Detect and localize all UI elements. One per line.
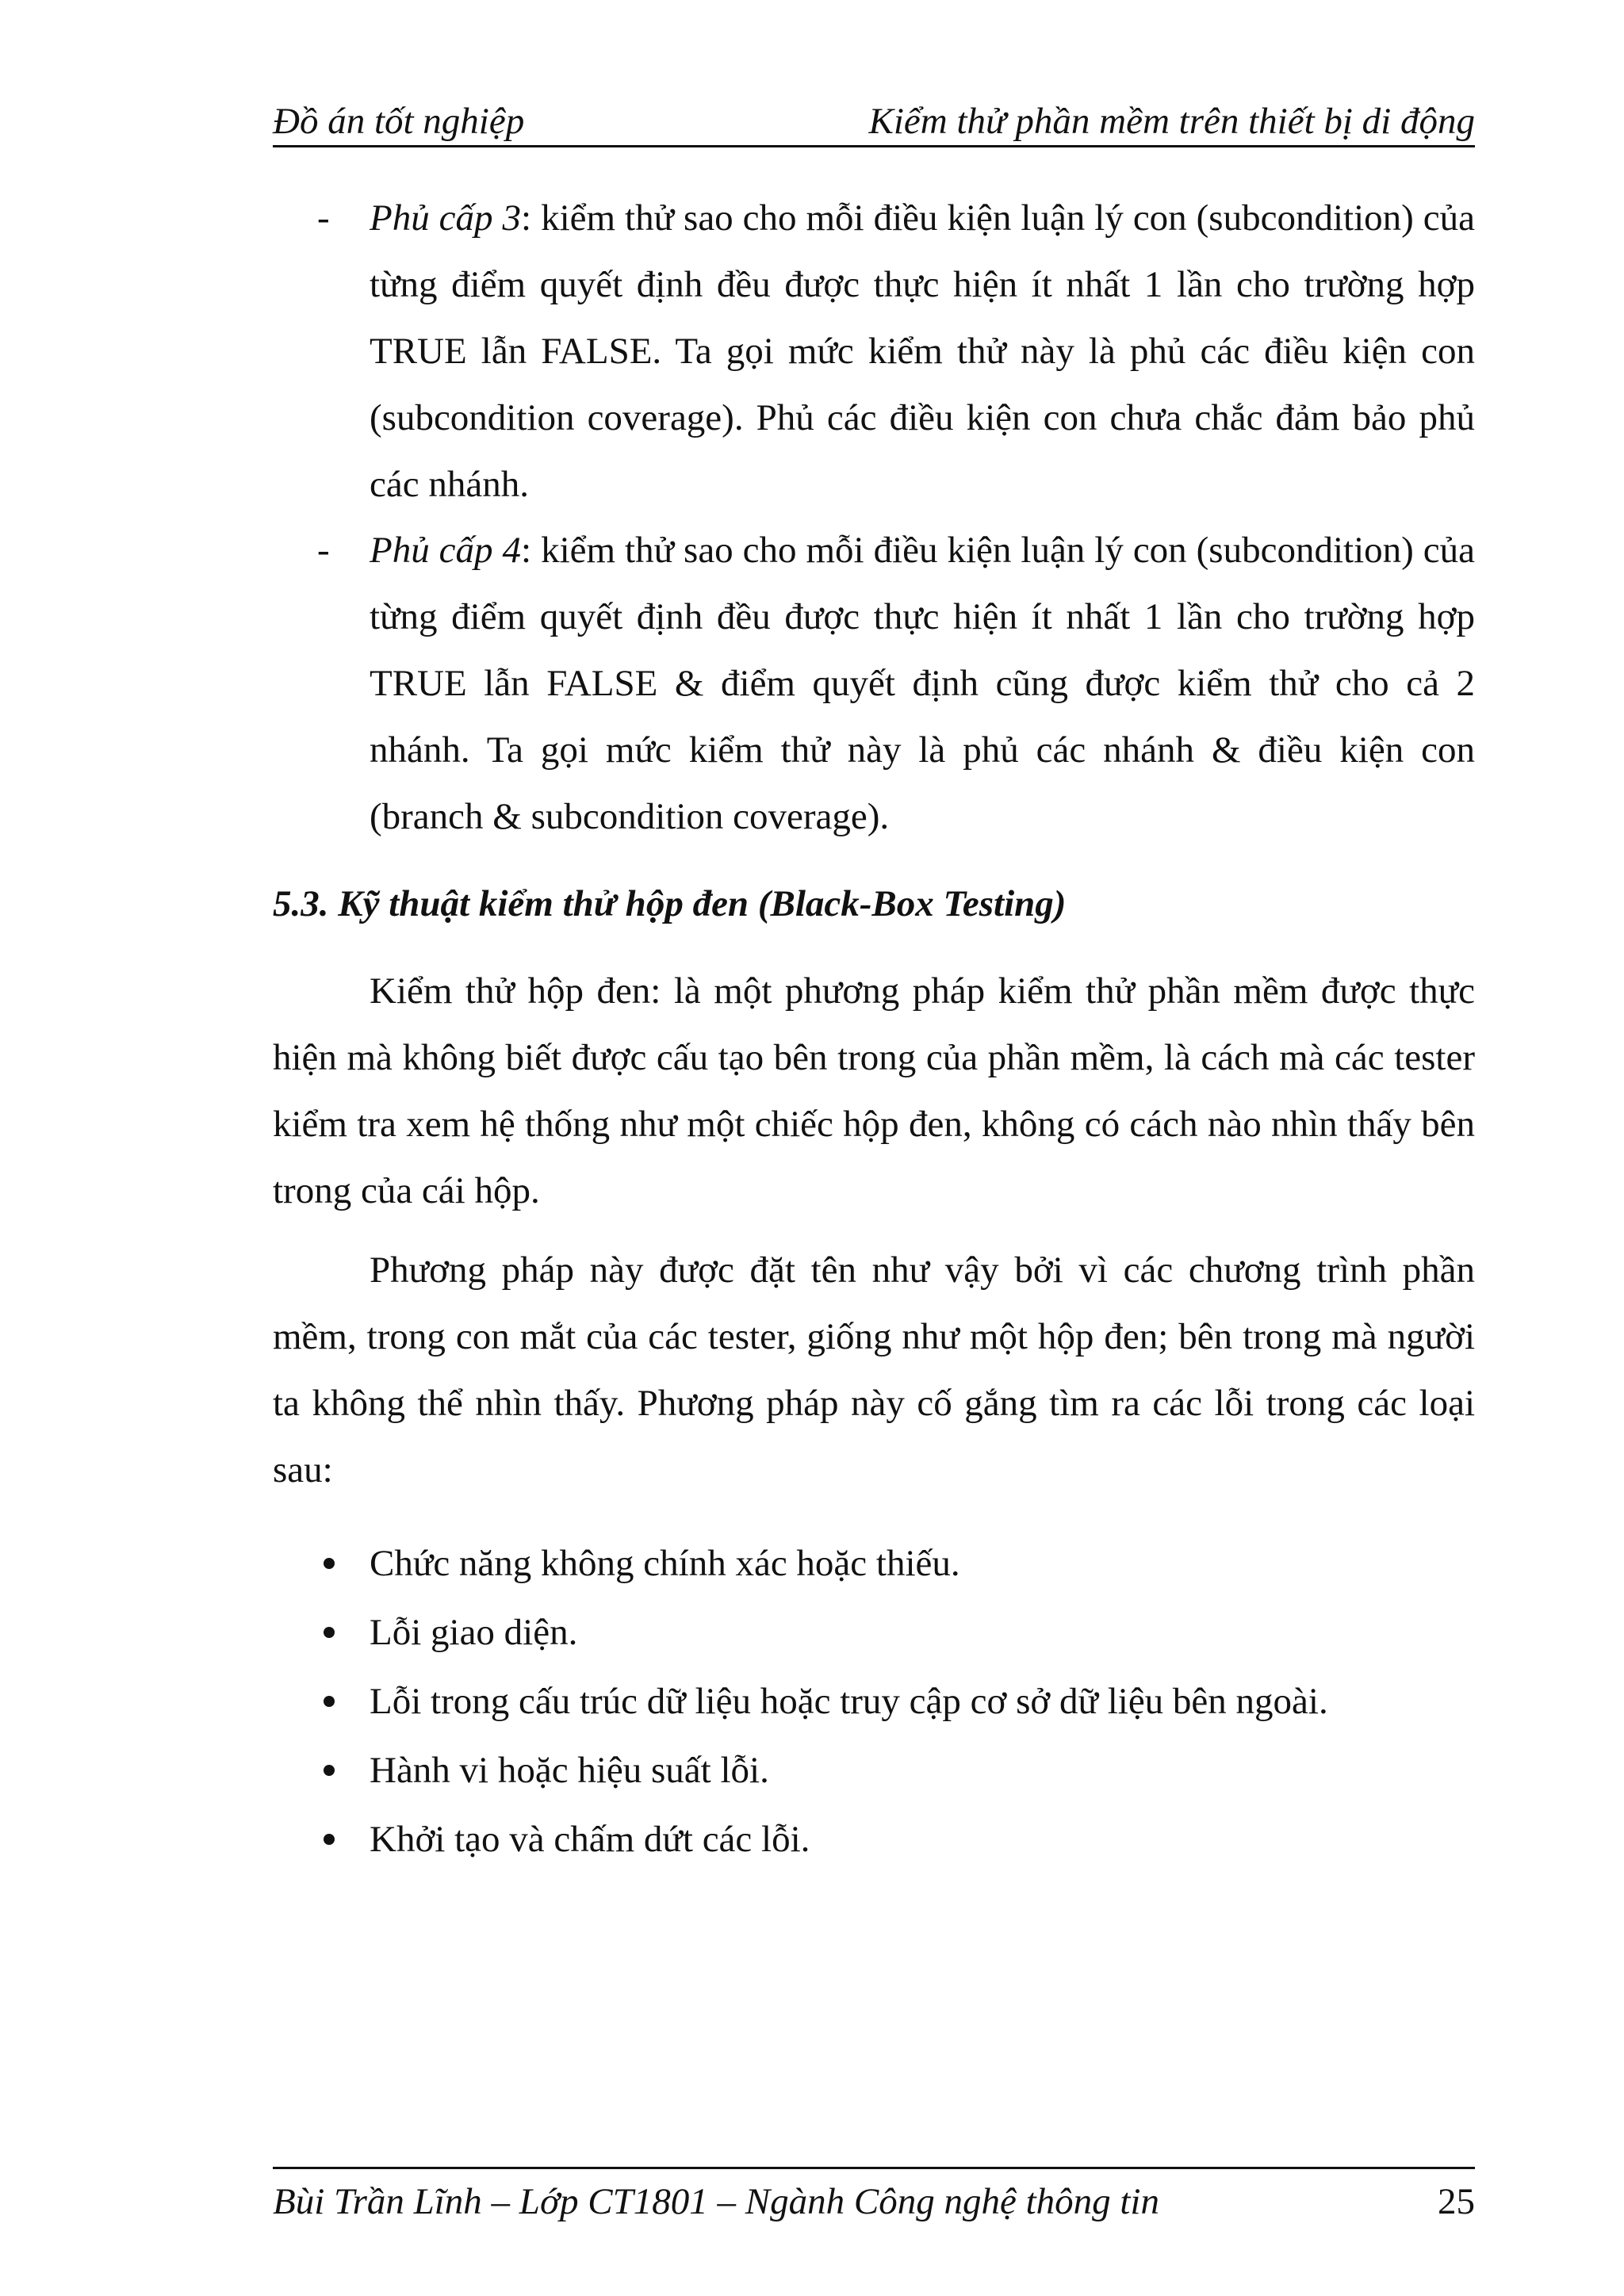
page-footer: [273, 2174, 1475, 2229]
bullet-item: Chức năng không chính xác hoặc thiếu.: [370, 1543, 960, 1584]
header-rule: [273, 145, 1475, 147]
page-number: 25: [1438, 2181, 1475, 2222]
list-item-text: : kiểm thử sao cho mỗi điều kiện luận lý con (subcondition) của từng điểm quyết định đều được thực hiện ít nhất 1 lần cho trường hợp TRUE lẫn FALSE. Ta gọi mức kiểm thử này là phủ các điều kiện con (subcondition coverage). Phủ các điều kiện con chưa chắc đảm bảo phủ các nhánh.: [370, 197, 1475, 505]
list-item-term: Phủ cấp 3: [370, 197, 522, 239]
header-right-title: Kiểm thử phần mềm trên thiết bị di động: [868, 101, 1475, 142]
body-paragraph: Phương pháp này được đặt tên như vậy bởi vì các chương trình phần mềm, trong con mắt của các tester, giống như một hộp đen; bên trong mà người ta không thể nhìn thấy. Phương pháp này cố gắng tìm ra các lỗi trong các loại sau:: [273, 1249, 1475, 1490]
dash-list-item: [370, 185, 1475, 518]
bullet-dot-icon: [324, 1696, 335, 1707]
bullet-dot-icon: [324, 1558, 335, 1569]
section-heading: 5.3. Kỹ thuật kiểm thử hộp đen (Black-Box Testing): [273, 883, 1067, 924]
list-item-term: Phủ cấp 4: [370, 530, 522, 571]
dash-marker: -: [317, 530, 330, 571]
dash-list-item: [370, 517, 1475, 850]
bullet-item: Khởi tạo và chấm dứt các lỗi.: [370, 1819, 810, 1860]
bullet-item: Hành vi hoặc hiệu suất lỗi.: [370, 1750, 769, 1791]
footer-rule: [273, 2167, 1475, 2169]
footer-author: Bùi Trần Lĩnh – Lớp CT1801 – Ngành Công nghệ thông tin: [273, 2181, 1159, 2222]
list-item-text: : kiểm thử sao cho mỗi điều kiện luận lý con (subcondition) của từng điểm quyết định đều được thực hiện ít nhất 1 lần cho trường hợp TRUE lẫn FALSE & điểm quyết định cũng được kiểm thử cho cả 2 nhánh. Ta gọi mức kiểm thử này là phủ các nhánh & điều kiện con (branch & subcondition coverage).: [370, 530, 1475, 837]
header-left-title: Đồ án tốt nghiệp: [273, 101, 525, 142]
page-header: [273, 94, 1475, 149]
bullet-dot-icon: [324, 1765, 335, 1776]
bullet-item: Lỗi giao diện.: [370, 1612, 578, 1653]
bullet-item: Lỗi trong cấu trúc dữ liệu hoặc truy cập cơ sở dữ liệu bên ngoài.: [370, 1681, 1328, 1722]
dash-marker: -: [317, 197, 330, 239]
bullet-dot-icon: [324, 1834, 335, 1845]
body-paragraph: Kiểm thử hộp đen: là một phương pháp kiểm thử phần mềm được thực hiện mà không biết được cấu tạo bên trong của phần mềm, là cách mà các tester kiểm tra xem hệ thống như một chiếc hộp đen, không có cách nào nhìn thấy bên trong của cái hộp.: [273, 970, 1475, 1211]
bullet-dot-icon: [324, 1627, 335, 1638]
